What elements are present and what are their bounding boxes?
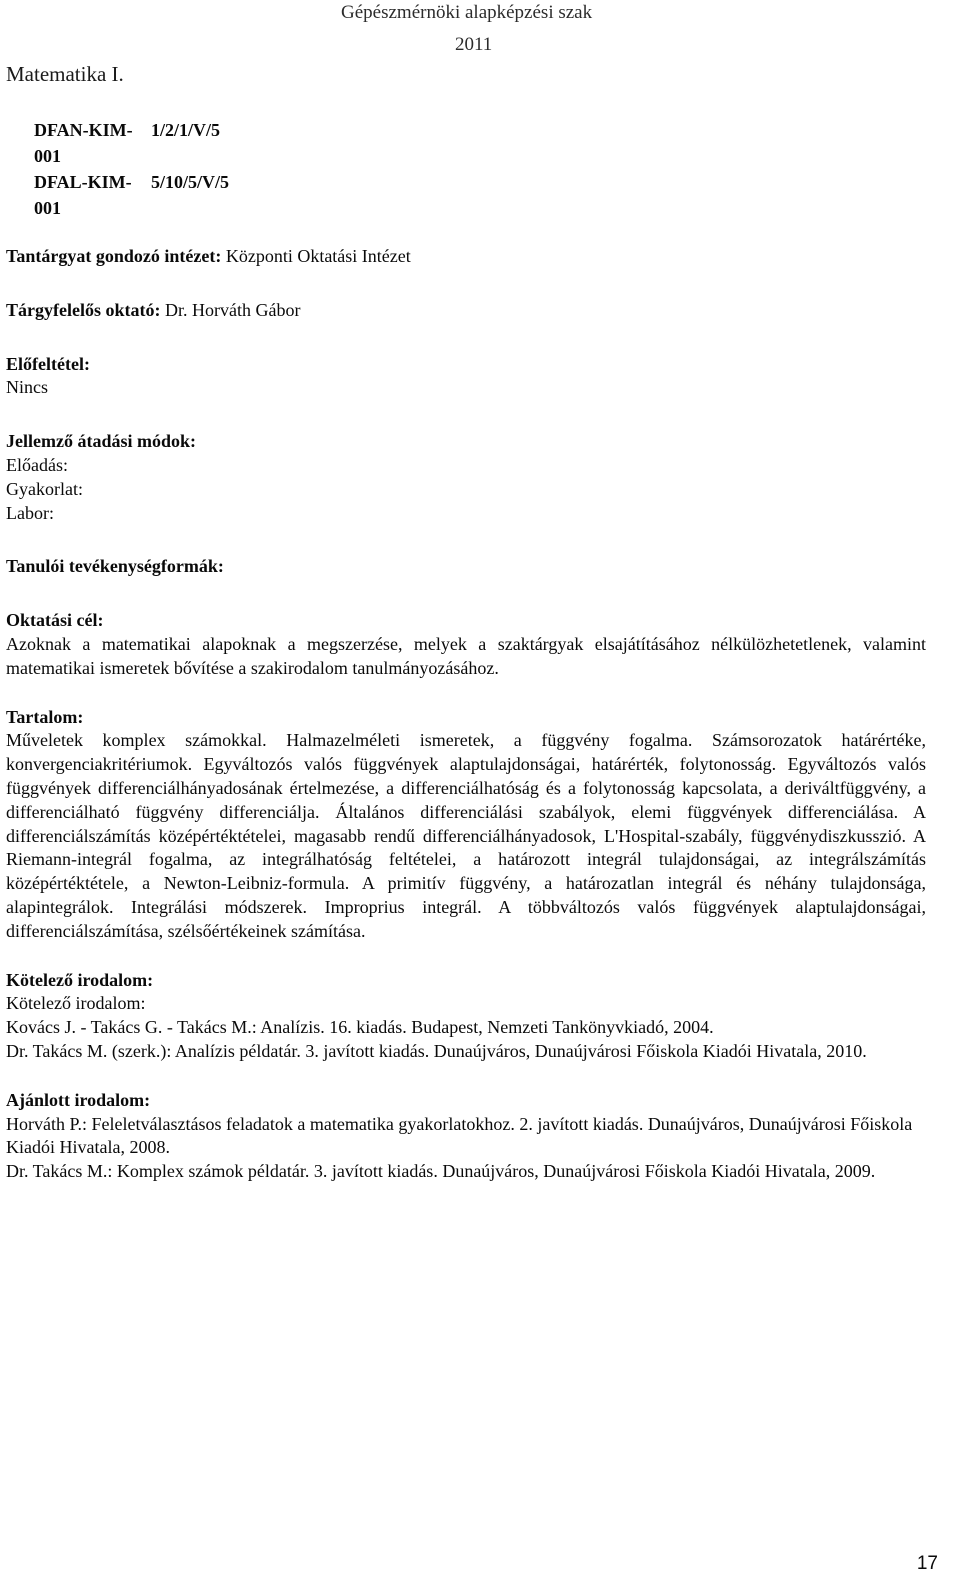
prerequisite-heading: Előfeltétel: [6, 353, 90, 374]
institute-value: Központi Oktatási Intézet [221, 246, 411, 266]
content-section [6, 706, 926, 944]
prerequisite-section [6, 353, 926, 401]
literature-item: Kovács J. - Takács G. - Takács M.: Analízis. 16. kiadás. Budapest, Nemzeti Tankönyvkiadó, 2004. [6, 1017, 714, 1038]
institute-label: Tantárgyat gondozó intézet: [6, 246, 222, 266]
recommended-literature-heading: Ajánlott irodalom: [6, 1089, 151, 1110]
goal-section [6, 609, 926, 680]
literature-item: Horváth P.: Feleletválasztásos feladatok a matematika gyakorlatokhoz. 2. javított kiadás. Dunaújváros, Dunaújvárosi Főiskola Kiadói Hivatala, 2008. [6, 1113, 913, 1158]
document-body [6, 245, 926, 1184]
goal-heading: Oktatási cél: [6, 610, 104, 631]
activities-heading: Tanulói tevékenységformák: [6, 556, 224, 577]
program-year: 2011 [455, 34, 493, 55]
prerequisite-value: Nincs [6, 377, 48, 398]
content-text: Műveletek komplex számokkal. Halmazelméleti ismeretek, a függvény fogalma. Számsorozatok határértéke, konvergenciakritériumok. Egyváltozós valós függvények alaptulajdonságai, határérték, folytonosság. Egyváltozós valós függvények differenciálhányadosának értelmezése, a differenciálhatóság és a folytonosság kapcsolata, a deriváltfüggvény, a differenciálható függvény differenciálja. Általános differenciálási szabályok, elemi függvények differenciálása. A differenciálszámítás középértéktételei, magasabb rendű differenciálhányadosok, L'Hospital-szabály, függvénydiszkusszió. A Riemann-integrál fogalma, az integrálhatóság feltételei, a határozott integrál tulajdonságai, az integrálszámítás középértéktétele, a Newton-Leibniz-formula. A primitív függvény, a határozatlan integrál és néhány tulajdonsága, alapintegrálok. Integrálási módszerek. Improprius integrál. A többváltozós valós függvények alaptulajdonságai, differenciálszámítása, szélsőértékeinek számítása. [6, 730, 926, 941]
delivery-item: Labor: [6, 502, 54, 523]
required-literature-section [6, 969, 926, 1064]
course-hours: 1/2/1/V/5 [151, 120, 221, 140]
lecturer-label: Tárgyfelelős oktató: [6, 299, 161, 320]
delivery-item: Gyakorlat: [6, 478, 83, 499]
course-code: DFAL-KIM-001 [34, 172, 132, 218]
course-code-row [34, 117, 229, 169]
goal-text: Azoknak a matematikai alapoknak a megszerzése, melyek a szaktárgyak elsajátításához nélkülözhetetlenek, valamint matematikai ismeretek bővítése a szakirodalom tanulmányozásához. [6, 633, 926, 678]
course-hours: 5/10/5/V/5 [151, 172, 230, 192]
institute-field [6, 245, 926, 269]
required-literature-heading: Kötelező irodalom: [6, 969, 154, 990]
course-code: DFAN-KIM-001 [34, 120, 133, 166]
recommended-literature-section [6, 1089, 926, 1184]
activities-section [6, 555, 926, 579]
program-name: Gépészmérnöki alapképzési szak [341, 2, 593, 23]
lecturer-value: Dr. Horváth Gábor [160, 299, 301, 320]
delivery-heading: Jellemző átadási módok: [6, 431, 196, 452]
lecturer-field [6, 299, 926, 323]
delivery-section [6, 430, 926, 525]
delivery-item: Előadás: [6, 454, 68, 475]
content-heading: Tartalom: [6, 706, 84, 727]
literature-item: Dr. Takács M. (szerk.): Analízis példatár. 3. javított kiadás. Dunaújváros, Dunaújvárosi Főiskola Kiadói Hivatala, 2010. [6, 1040, 867, 1061]
course-code-row [34, 169, 229, 221]
required-literature-subheading: Kötelező irodalom: [6, 993, 146, 1014]
literature-item: Dr. Takács M.: Komplex számok példatár. 3. javított kiadás. Dunaújváros, Dunaújvárosi Főiskola Kiadói Hivatala, 2009. [6, 1161, 876, 1182]
page-number: 17 [916, 1553, 938, 1574]
course-title: Matematika I. [6, 62, 124, 86]
course-codes [34, 117, 229, 221]
